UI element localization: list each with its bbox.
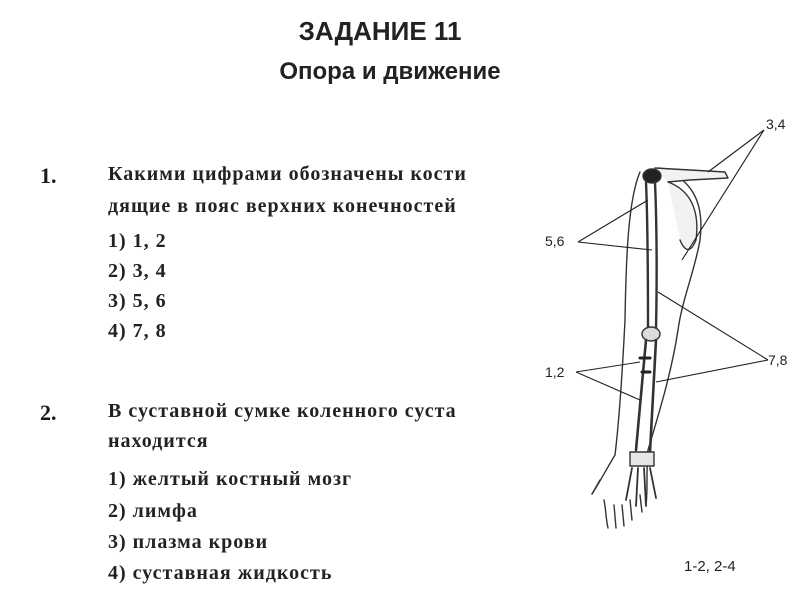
question-1-option-1: 1) 1, 2 xyxy=(108,230,167,252)
question-2-option-1: 1) желтый костный мозг xyxy=(108,468,353,490)
task-title: ЗАДАНИЕ 11 xyxy=(298,16,462,46)
question-2-text-line1: В суставной сумке коленного суста xyxy=(108,400,457,422)
question-1-option-4: 4) 7, 8 xyxy=(108,320,167,342)
question-1-text-line2: дящие в пояс верхних конечностей xyxy=(108,195,457,217)
question-2-option-4: 4) суставная жидкость xyxy=(108,562,333,584)
answer-key: 1-2, 2-4 xyxy=(684,558,736,575)
question-1-number: 1. xyxy=(40,163,57,188)
task-subtitle: Опора и движение xyxy=(279,58,501,85)
question-1-option-3: 3) 5, 6 xyxy=(108,290,167,312)
label-5-6: 5,6 xyxy=(545,233,565,249)
question-2-number: 2. xyxy=(40,400,57,425)
question-1-text-line1: Какими цифрами обозначены кости xyxy=(108,163,467,185)
label-3-4: 3,4 xyxy=(766,116,786,132)
question-1-option-2: 2) 3, 4 xyxy=(108,260,167,282)
arm-skeleton-diagram xyxy=(530,100,800,540)
label-7-8: 7,8 xyxy=(768,352,788,368)
question-2-option-3: 3) плазма крови xyxy=(108,531,269,553)
label-1-2: 1,2 xyxy=(545,364,565,380)
question-2-option-2: 2) лимфа xyxy=(108,500,198,522)
question-2-text-line2: находится xyxy=(108,430,209,452)
